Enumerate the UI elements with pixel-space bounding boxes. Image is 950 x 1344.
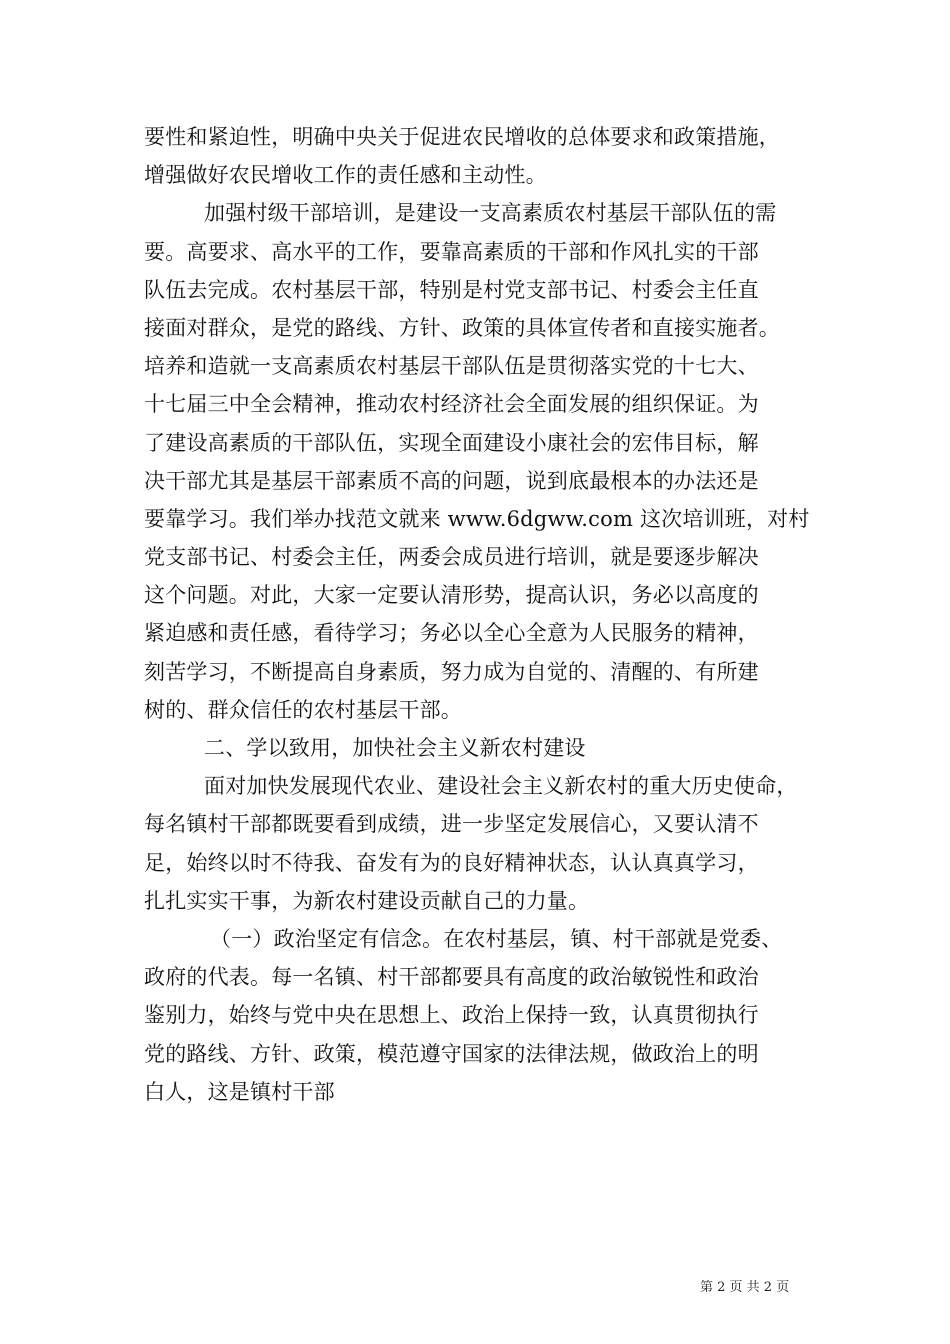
text-line: 要性和紧迫性，明确中央关于促进农民增收的总体要求和政策措施， [144, 125, 780, 149]
text-line: 二、学以致用，加快社会主义新农村建设 [204, 736, 586, 760]
text-line: 政府的代表。每一名镇、村干部都要具有高度的政治敏锐性和政治 [144, 965, 759, 990]
text-line: 刻苦学习，不断提高自身素质，努力成为自觉的、清醒的、有所建 [144, 659, 759, 684]
text-line: 鉴别力，始终与党中央在思想上、政治上保持一致，认真贯彻执行 [144, 1003, 759, 1028]
text-line: 决干部尤其是基层干部素质不高的问题，说到底最根本的办法还是 [144, 468, 759, 493]
text-line: 树的、群众信任的农村基层干部。 [144, 697, 462, 722]
text-line: 白人，这是镇村干部 [144, 1079, 335, 1104]
text-line: 党支部书记、村委会主任，两委会成员进行培训，就是要逐步解决 [144, 545, 759, 570]
text-line: 要靠学习。我们举办找范文就来 www.6dgww.com 这次培训班，对村 [144, 506, 810, 531]
text-line: 接面对群众，是党的路线、方针、政策的具体宣传者和直接实施者。 [144, 315, 780, 340]
text-line: 加强村级干部培训，是建设一支高素质农村基层干部队伍的需 [204, 201, 777, 226]
text-line: 党的路线、方针、政策，模范遵守国家的法律法规，做政治上的明 [144, 1041, 759, 1066]
text-line: 培养和造就一支高素质农村基层干部队伍是贯彻落实党的十七大、 [144, 354, 759, 379]
page-number-footer: 第 2 页 共 2 页 [700, 1280, 790, 1295]
text-line: 这个问题。对此，大家一定要认清形势，提高认识，务必以高度的 [144, 583, 759, 608]
text-line: 足，始终以时不待我、奋发有为的良好精神状态，认认真真学习， [144, 850, 759, 875]
text-line: 增强做好农民增收工作的责任感和主动性。 [144, 163, 547, 188]
text-line: 每名镇村干部都既要看到成绩，进一步坚定发展信心，又要认清不 [144, 812, 759, 837]
text-line: （一）政治坚定有信念。在农村基层，镇、村干部就是党委、 [210, 926, 783, 951]
text-line: 扎扎实实干事，为新农村建设贡献自己的力量。 [144, 888, 590, 913]
document-body [144, 118, 814, 1111]
text-line: 了建设高素质的干部队伍，实现全面建设小康社会的宏伟目标，解 [144, 430, 759, 455]
text-line: 面对加快发展现代农业、建设社会主义新农村的重大历史使命， [204, 774, 798, 799]
text-line: 队伍去完成。农村基层干部，特别是村党支部书记、村委会主任直 [144, 277, 759, 302]
text-line: 紧迫感和责任感，看待学习；务必以全心全意为人民服务的精神， [144, 621, 759, 646]
text-line: 十七届三中全会精神，推动农村经济社会全面发展的组织保证。为 [144, 392, 759, 417]
text-line: 要。高要求、高水平的工作，要靠高素质的干部和作风扎实的干部 [144, 239, 759, 264]
